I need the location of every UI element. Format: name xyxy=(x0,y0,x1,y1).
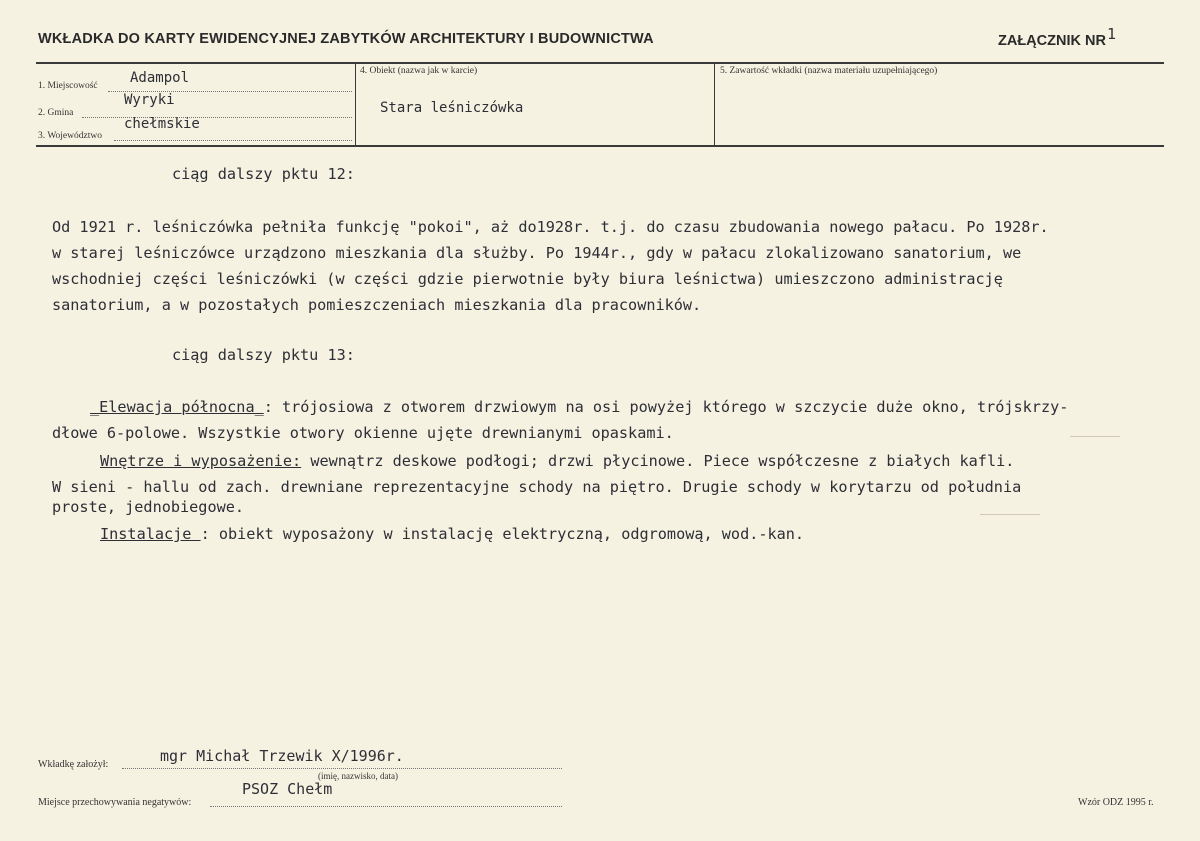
installations-text: : obiekt wyposażony w instalację elektryczną, odgromową, wod.-kan. xyxy=(200,525,805,543)
interior-line-1 xyxy=(100,452,1014,470)
voivodeship-value: chełmskie xyxy=(124,116,200,132)
bottom-rule xyxy=(36,145,1164,147)
paper-mark-2 xyxy=(980,514,1040,515)
commune-label: 2. Gmina xyxy=(38,108,74,118)
elevation-line-1 xyxy=(90,398,1068,416)
section-12-line-4: sanatorium, a w pozostałych pomieszczeniach mieszkania dla pracowników. xyxy=(52,296,702,314)
form-id: Wzór ODZ 1995 r. xyxy=(1078,797,1154,808)
section-12-line-2: w starej leśniczówce urządzono mieszkania dla służby. Po 1944r., gdy w pałacu zlokalizowano sanatorium, we xyxy=(52,244,1022,262)
interior-line-3: proste, jednobiegowe. xyxy=(52,498,245,516)
commune-value: Wyryki xyxy=(124,92,175,108)
author-value: mgr Michał Trzewik X/1996r. xyxy=(160,747,404,765)
field-divider-2 xyxy=(714,62,715,146)
locality-label: 1. Miejscowość xyxy=(38,81,98,91)
interior-line-2: W sieni - hallu od zach. drewniane reprezentacyjne schody na piętro. Drugie schody w korytarzu od południa xyxy=(52,478,1022,496)
negatives-label: Miejsce przechowywania negatywów: xyxy=(38,797,192,808)
section-12-line-3: wschodniej części leśniczówki (w części gdzie pierwotnie były biura leśnictwa) umieszczono administrację xyxy=(52,270,1003,288)
voivodeship-line xyxy=(114,140,352,141)
field-divider-1 xyxy=(355,62,356,146)
installations-term: Instalacje xyxy=(100,525,201,543)
elevation-term: _Elewacja północna_ xyxy=(90,398,264,416)
elevation-text-1: : trójosiowa z otworem drzwiowym na osi powyżej którego w szczycie duże okno, trójskrzy- xyxy=(263,398,1069,416)
annex-number: 1 xyxy=(1106,25,1116,43)
negatives-value: PSOZ Chełm xyxy=(242,780,333,798)
annex-label-text: ZAŁĄCZNIK NR xyxy=(998,33,1106,49)
author-line xyxy=(122,768,562,769)
annex-label xyxy=(998,25,1116,49)
form-title: WKŁADKA DO KARTY EWIDENCYJNEJ ZABYTKÓW ARCHITEKTURY I BUDOWNICTWA xyxy=(38,31,654,47)
interior-term: Wnętrze i wyposażenie: xyxy=(100,452,302,470)
section-12-line-1: Od 1921 r. leśniczówka pełniła funkcję "pokoi", aż do1928r. t.j. do czasu zbudowania nowego pałacu. Po 1928r. xyxy=(52,218,1049,236)
object-value: Stara leśniczówka xyxy=(380,100,524,116)
contents-label: 5. Zawartość wkładki (nazwa materiału uzupełniającego) xyxy=(720,66,938,76)
section-13-heading: ciąg dalszy pktu 13: xyxy=(172,346,355,364)
object-label: 4. Obiekt (nazwa jak w karcie) xyxy=(360,66,478,76)
top-rule xyxy=(36,62,1164,64)
commune-line xyxy=(82,117,352,118)
interior-text-1: wewnątrz deskowe podłogi; drzwi płycinowe. Piece współczesne z białych kafli. xyxy=(301,452,1015,470)
author-label: Wkładkę założył: xyxy=(38,759,109,770)
voivodeship-label: 3. Województwo xyxy=(38,131,102,141)
section-12-heading: ciąg dalszy pktu 12: xyxy=(172,165,355,183)
negatives-line xyxy=(210,806,562,807)
paper-mark-1 xyxy=(1070,436,1120,437)
installations-line xyxy=(100,525,804,543)
locality-value: Adampol xyxy=(130,70,190,86)
elevation-line-2: dłowe 6-polowe. Wszystkie otwory okienne ujęte drewnianymi opaskami. xyxy=(52,424,674,442)
author-hint: (imię, nazwisko, data) xyxy=(318,771,398,781)
